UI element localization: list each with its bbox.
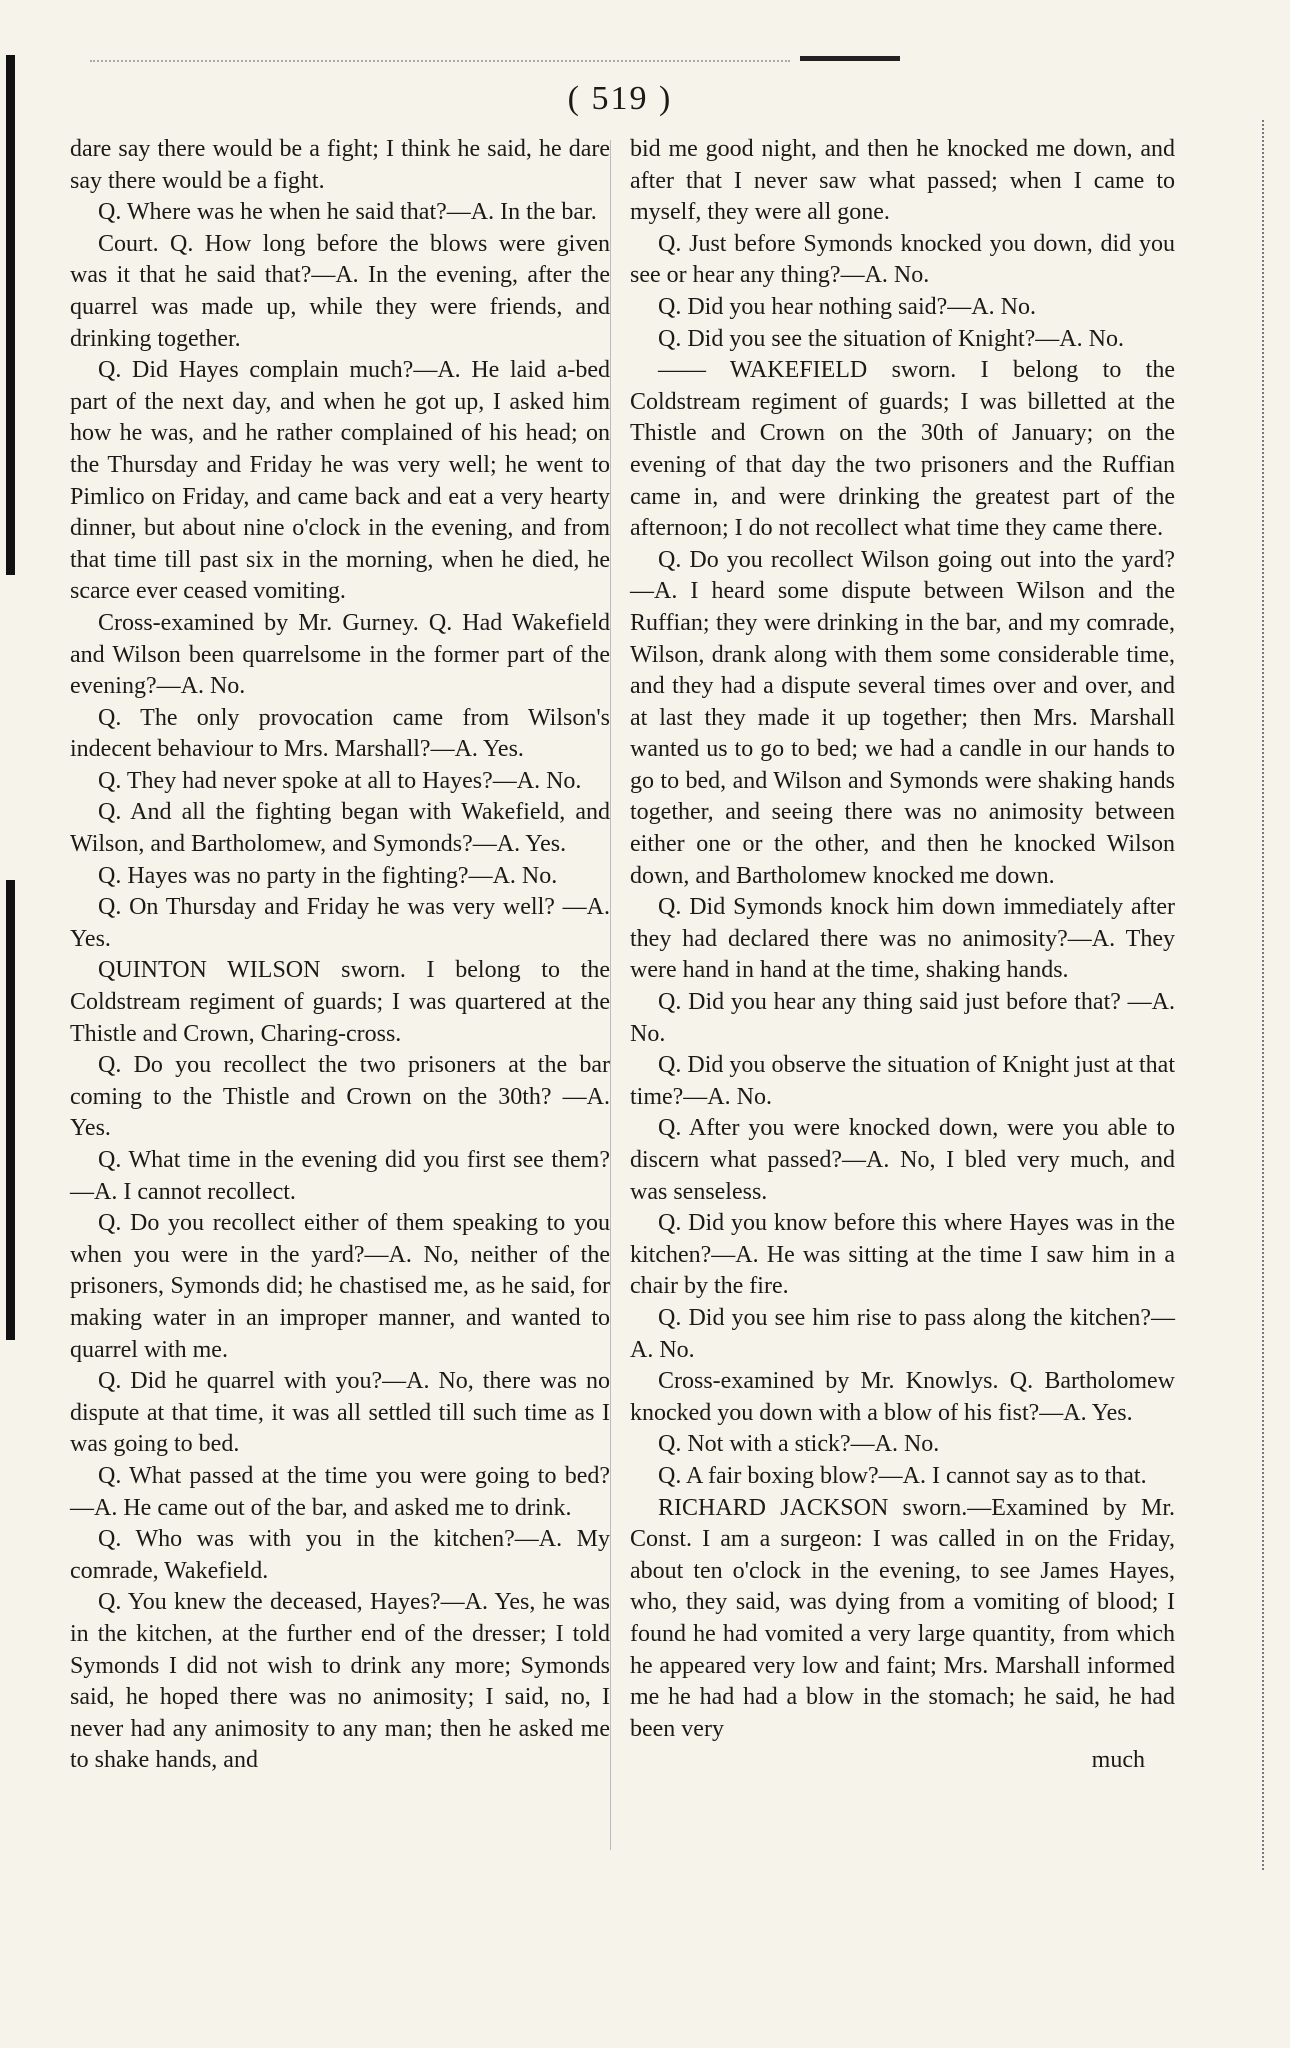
paragraph: Court. Q. How long before the blows were given was it that he said that?—A. In the evening, after the quarrel was made up, while they were friends, and drinking together. <box>70 230 610 352</box>
right-column <box>630 134 1175 1777</box>
paragraph: Q. After you were knocked down, were you able to discern what passed?—A. No, I bled very much, and was senseless. <box>630 1115 1175 1205</box>
scan-top-noise <box>90 60 790 62</box>
paragraph: Q. On Thursday and Friday he was very well? —A. Yes. <box>70 894 610 952</box>
paragraph: Q. Do you recollect Wilson going out into the yard?—A. I heard some dispute between Wilson and the Ruffian; they were drinking in the bar, and my comrade, Wilson, drank along with them some considerable time, and they had a dispute several times over and over, and at last they made it up together; then Mrs. Marshall wanted us to go to bed; we had a candle in our hands to go to bed, and Wilson and Symonds were shaking hands together, and seeing there was no animosity between either one or the other, and then he knocked Wilson down, and Bartholomew knocked me down. <box>630 546 1175 889</box>
left-column <box>70 134 610 1777</box>
paragraph: Q. Did Symonds knock him down immediately after they had declared there was no animosity?—A. They were hand in hand at the time, shaking hands. <box>630 894 1175 984</box>
column-divider <box>610 140 611 1850</box>
paragraph: Q. Not with a stick?—A. No. <box>658 1431 940 1458</box>
paragraph: Q. Where was he when he said that?—A. In the bar. <box>98 199 597 226</box>
paragraph: Q. What passed at the time you were going to bed?—A. He came out of the bar, and asked me to drink. <box>70 1462 610 1521</box>
scan-margin-mark <box>6 880 15 1340</box>
paragraph: QUINTON WILSON sworn. I belong to the Coldstream regiment of guards; I was quartered at the Thistle and Crown, Charing-cross. <box>70 957 610 1047</box>
paragraph: RICHARD JACKSON sworn.—Examined by Mr. Const. I am a surgeon: I was called in on the Friday, about ten o'clock in the evening, to see James Hayes, who, they said, was dying from a vomiting of blood; I found he had vomited a very large quantity, from which he appeared very low and faint; Mrs. Marshall informed me he had had a blow in the stomach; he said, he had been very <box>630 1494 1175 1742</box>
paragraph: Q. Did you see him rise to pass along the kitchen?—A. No. <box>630 1304 1175 1363</box>
paragraph: Cross-examined by Mr. Knowlys. Q. Bartholomew knocked you down with a blow of his fist?—A. Yes. <box>630 1368 1175 1426</box>
scan-top-bar <box>800 56 900 61</box>
paragraph: Cross-examined by Mr. Gurney. Q. Had Wakefield and Wilson been quarrelsome in the former part of the evening?—A. No. <box>70 609 610 700</box>
paragraph: Q. And all the fighting began with Wakefield, and Wilson, and Bartholomew, and Symonds?—A. Yes. <box>70 799 610 858</box>
paragraph: Q. Did he quarrel with you?—A. No, there was no dispute at that time, it was all settled till such time as I was going to bed. <box>70 1368 610 1458</box>
paragraph: Q. A fair boxing blow?—A. I cannot say as to that. <box>658 1462 1147 1489</box>
paragraph: Q. Did you observe the situation of Knight just at that time?—A. No. <box>630 1052 1175 1110</box>
scan-margin-mark <box>6 55 15 575</box>
paragraph: Q. The only provocation came from Wilson's indecent behaviour to Mrs. Marshall?—A. Yes. <box>70 704 610 763</box>
paragraph: Q. Just before Symonds knocked you down, did you see or hear any thing?—A. No. <box>630 230 1175 289</box>
paragraph: dare say there would be a fight; I think he said, he dare say there would be a fight. <box>70 136 610 194</box>
paragraph: Q. Did you hear any thing said just before that? —A. No. <box>630 989 1175 1047</box>
paragraph: Q. Did you know before this where Hayes was in the kitchen?—A. He was sitting at the time I saw him in a chair by the fire. <box>630 1210 1175 1300</box>
paragraph: Q. Did you hear nothing said?—A. No. <box>658 293 1036 320</box>
paragraph: Q. What time in the evening did you first see them?—A. I cannot recollect. <box>70 1147 610 1205</box>
page-number: ( 519 ) <box>567 80 673 117</box>
paragraph: Q. Did you see the situation of Knight?—A. No. <box>658 325 1124 352</box>
paragraph: Q. Who was with you in the kitchen?—A. My comrade, Wakefield. <box>70 1526 610 1584</box>
catchword: much <box>1091 1747 1145 1774</box>
paragraph: Q. You knew the deceased, Hayes?—A. Yes, he was in the kitchen, at the further end of the dresser; I told Symonds I did not wish to drink any more; Symonds said, he hoped there was no animosity; I said, no, I never had any animosity to any man; then he asked me to shake hands, and <box>70 1589 610 1774</box>
paragraph: Q. They had never spoke at all to Hayes?—A. No. <box>98 767 582 794</box>
paragraph: —— WAKEFIELD sworn. I belong to the Coldstream regiment of guards; I was billetted at the Thistle and Crown on the 30th of January; on the evening of that day the two prisoners and the Ruffian came in, and were drinking the greatest part of the afternoon; I do not recollect what time they came there. <box>630 357 1175 542</box>
paragraph: Q. Did Hayes complain much?—A. He laid a-bed part of the next day, and when he got up, I asked him how he was, and he rather complained of his head; on the Thursday and Friday he was very well; he went to Pimlico on Friday, and came back and eat a very hearty dinner, but about nine o'clock in the evening, and from that time till past six in the morning, when he died, he scarce ever ceased vomiting. <box>70 357 610 605</box>
paragraph: Q. Do you recollect either of them speaking to you when you were in the yard?—A. No, neither of the prisoners, Symonds did; he chastised me, as he said, for making water in an improper manner, and wanted to quarrel with me. <box>70 1210 610 1363</box>
paragraph: Q. Do you recollect the two prisoners at the bar coming to the Thistle and Crown on the 30th? —A. Yes. <box>70 1052 610 1142</box>
paragraph: Q. Hayes was no party in the fighting?—A. No. <box>98 862 558 889</box>
paragraph: bid me good night, and then he knocked me down, and after that I never saw what passed; when I came to myself, they were all gone. <box>630 136 1175 226</box>
scan-edge-dots <box>1262 120 1267 1870</box>
